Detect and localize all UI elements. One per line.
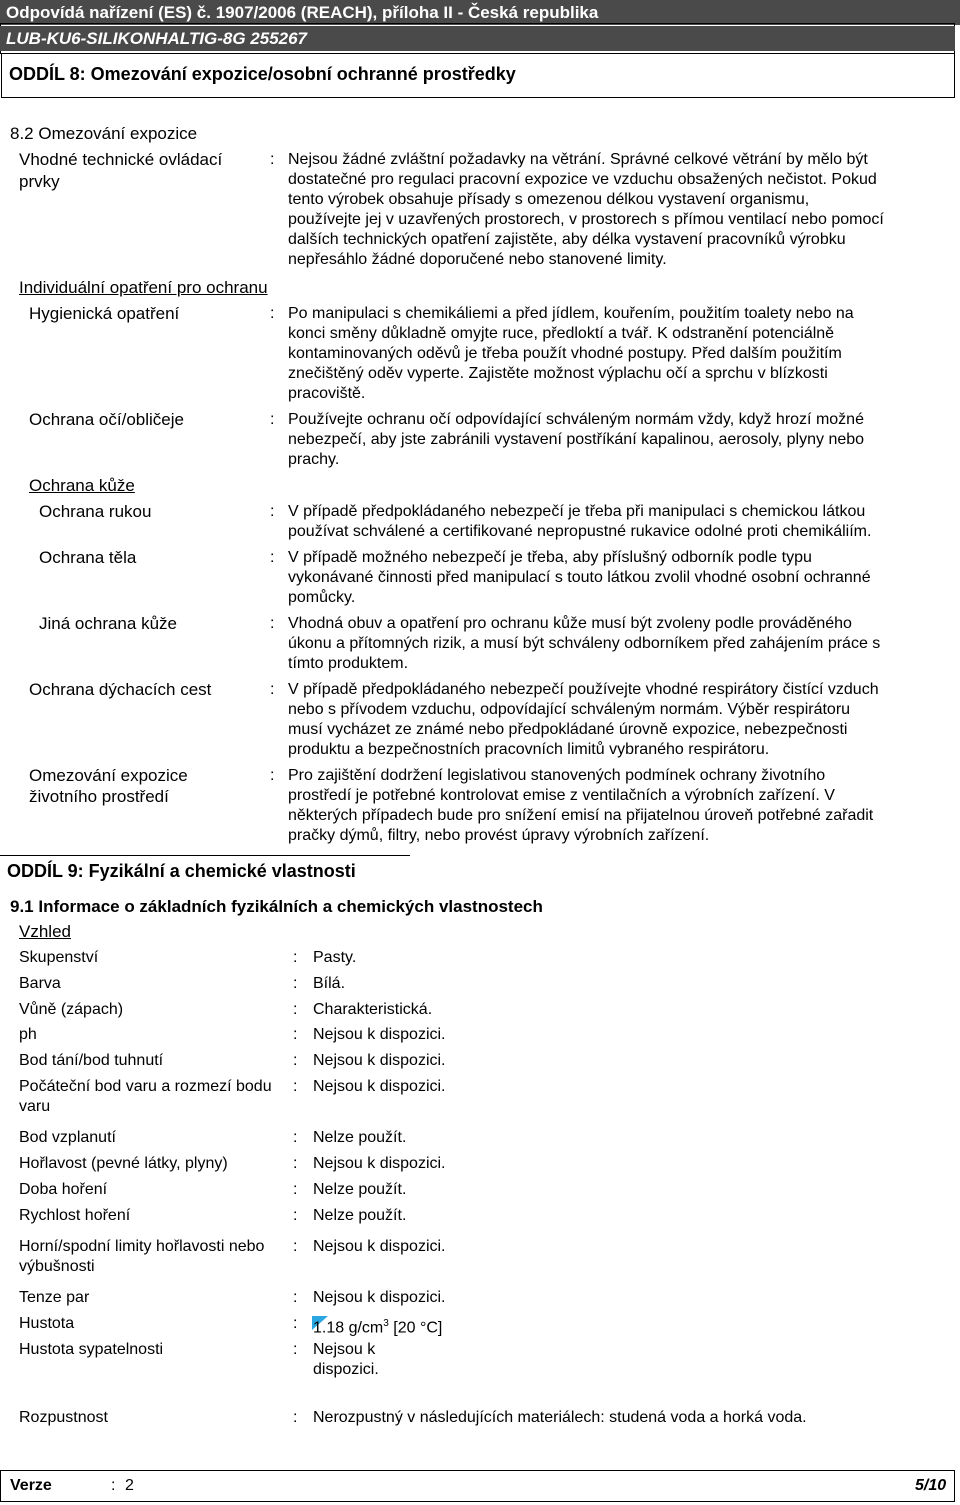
text-line: prostředí je potřebné kontrolovat emise z ventilačních a výrobních zařízení. V bbox=[288, 787, 835, 804]
text-line: používejte jej v uzavřených prostorech, v prostorech s přímou ventilací nebo pomocí bbox=[288, 211, 884, 228]
prop-value-density bbox=[313, 1314, 442, 1338]
colon: : bbox=[270, 549, 275, 566]
colon: : bbox=[270, 151, 275, 168]
prop-value-odor: Charakteristická. bbox=[313, 1001, 433, 1018]
section8-title: ODDÍL 8: Omezování expozice/osobní ochranné prostředky bbox=[9, 64, 516, 84]
colon: : bbox=[293, 1129, 298, 1146]
respiratory-protection-text bbox=[288, 680, 953, 760]
prop-label-solubility: Rozpustnost bbox=[19, 1409, 108, 1426]
prop-label-flammability: Hořlavost (pevné látky, plyny) bbox=[19, 1155, 228, 1172]
text-line: produktu a bezpečnostních pracovních limitů vybraného respirátoru. bbox=[288, 741, 770, 758]
colon: : bbox=[293, 1341, 298, 1358]
text-line: nebo s přívodem vzduchu, odpovídající schváleným normám. Výběr respirátoru bbox=[288, 701, 851, 718]
text-line: Nejsou žádné zvláštní požadavky na větrání. Správné celkové větrání by mělo být bbox=[288, 151, 868, 168]
prop-label-boiling-point: Počáteční bod varu a rozmezí bodu varu bbox=[19, 1078, 272, 1115]
text-line: dalších technických opatření zajistěte, aby délka vystavení pracovníků výrobku bbox=[288, 231, 846, 248]
text-line: V případě předpokládaného nebezpečí je třeba při manipulaci s chemickou látkou bbox=[288, 503, 866, 520]
density-temperature: [20 °C] bbox=[388, 1319, 443, 1337]
text-line: Po manipulaci s chemikáliemi a před jídlem, kouřením, použitím toalety nebo na bbox=[288, 305, 854, 322]
version-label: Verze bbox=[10, 1477, 52, 1494]
regulation-header: Odpovídá nařízení (ES) č. 1907/2006 (REACH), příloha II - Česká republika bbox=[0, 0, 960, 25]
colon: : bbox=[293, 1181, 298, 1198]
env-exposure-label-1: Omezování expozice bbox=[29, 766, 188, 785]
text-line: nepřesáhlo žádné doporučené nebo stanovené limity. bbox=[288, 251, 667, 268]
text-line: musí vycházet ze známé nebo předpokládané úrovně expozice, nebezpečnosti bbox=[288, 721, 848, 738]
prop-value-bulk-density: Nejsou k bbox=[313, 1341, 376, 1358]
other-skin-protection-label: Jiná ochrana kůže bbox=[39, 614, 177, 633]
prop-value-melting-point: Nejsou k dispozici. bbox=[313, 1052, 446, 1069]
prop-label-vapor-pressure: Tenze par bbox=[19, 1289, 90, 1306]
version-value: 2 bbox=[125, 1477, 134, 1494]
prop-label-flash-point: Bod vzplanutí bbox=[19, 1129, 116, 1146]
prop-value-state: Pasty. bbox=[313, 949, 357, 966]
individual-measures-heading: Individuální opatření pro ochranu bbox=[19, 278, 268, 297]
eng-controls-label-1: Vhodné technické ovládací bbox=[19, 150, 223, 169]
density-value: 1.18 g/cm bbox=[313, 1319, 384, 1337]
eng-controls-label-2: prvky bbox=[19, 172, 60, 191]
colon: : bbox=[270, 305, 275, 322]
colon: : bbox=[270, 615, 275, 632]
section9-title-box bbox=[0, 855, 410, 885]
text-line: vykonávané činnosti před manipulací s touto látkou zvolil vhodné osobní ochranné bbox=[288, 569, 871, 586]
prop-value-solubility: Nerozpustný v následujících materiálech: studená voda a horká voda. bbox=[313, 1409, 807, 1426]
hygiene-label: Hygienická opatření bbox=[29, 304, 180, 323]
colon: : bbox=[293, 1289, 298, 1306]
prop-value-explosive-limits: Nejsou k dispozici. bbox=[313, 1238, 446, 1255]
footer bbox=[0, 1470, 955, 1502]
section8-title-box bbox=[1, 53, 955, 98]
text-line: některých případech bude pro snížení emisí na přijatelnou úroveň potřebné zařadit bbox=[288, 807, 874, 824]
colon: : bbox=[293, 1026, 298, 1043]
text-line: znečištěný oděv vyperte. Zajistěte možnost výplachu očí a sprchu v blízkosti bbox=[288, 365, 828, 382]
text-line: V případě předpokládaného nebezpečí používejte vhodné respirátory čistící vzduch bbox=[288, 681, 879, 698]
version-colon: : bbox=[111, 1477, 116, 1494]
colon: : bbox=[293, 1207, 298, 1224]
colon: : bbox=[270, 681, 275, 698]
appearance-heading: Vzhled bbox=[19, 922, 71, 941]
text-line: používat schválené a certifikované nepropustné rukavice odolné proti chemikáliím. bbox=[288, 523, 872, 540]
text-line: pračky dýmů, filtry, nebo provést úpravy výrobních zařízení. bbox=[288, 827, 710, 844]
hygiene-text bbox=[288, 304, 953, 404]
respiratory-protection-label: Ochrana dýchacích cest bbox=[29, 680, 212, 699]
text-line: prachy. bbox=[288, 451, 340, 468]
colon: : bbox=[293, 1315, 298, 1332]
text-line: Používejte ochranu očí odpovídající schváleným normám vždy, když hrozí možné bbox=[288, 411, 864, 428]
text-line: pracoviště. bbox=[288, 385, 366, 402]
prop-label-ph: ph bbox=[19, 1026, 37, 1043]
text-line: tento výrobek obsahuje přísady s omezenou délkou vystavení organismu, bbox=[288, 191, 810, 208]
colon: : bbox=[270, 767, 275, 784]
text-line: konci směny důkladně omyjte ruce, předloktí a tvář. K odstranění potenciálně bbox=[288, 325, 835, 342]
env-exposure-label-2: životního prostředí bbox=[29, 787, 169, 806]
colon: : bbox=[293, 1078, 298, 1095]
prop-label-odor: Vůně (zápach) bbox=[19, 1001, 124, 1018]
text-line: tímto produktem. bbox=[288, 655, 409, 672]
skin-protection-heading: Ochrana kůže bbox=[29, 476, 135, 495]
prop-label-burning-time: Doba hoření bbox=[19, 1181, 108, 1198]
prop-value-color: Bílá. bbox=[313, 975, 346, 992]
prop-value-boiling-point: Nejsou k dispozici. bbox=[313, 1078, 446, 1095]
prop-label-color: Barva bbox=[19, 975, 61, 992]
prop-label-explosive-limits: Horní/spodní limity hořlavosti nebo výbušnosti bbox=[19, 1238, 265, 1275]
prop-label-burning-rate: Rychlost hoření bbox=[19, 1207, 131, 1224]
eye-protection-text bbox=[288, 410, 953, 470]
text-line: Vhodná obuv a opatření pro ochranu kůže musí být zvoleny podle prováděného bbox=[288, 615, 852, 632]
page-number: 5/10 bbox=[915, 1477, 947, 1494]
hand-protection-label: Ochrana rukou bbox=[39, 502, 152, 521]
colon: : bbox=[293, 1052, 298, 1069]
prop-label-melting-point: Bod tání/bod tuhnutí bbox=[19, 1052, 164, 1069]
eye-protection-label: Ochrana očí/obličeje bbox=[29, 410, 184, 429]
product-name: LUB-KU6-SILIKONHALTIG-8G 255267 bbox=[0, 26, 955, 51]
text-line: V případě možného nebezpečí je třeba, aby příslušný odborník podle typu bbox=[288, 549, 812, 566]
colon: : bbox=[270, 503, 275, 520]
text-line: pomůcky. bbox=[288, 589, 356, 606]
colon: : bbox=[293, 975, 298, 992]
colon: : bbox=[293, 1155, 298, 1172]
prop-value-burning-rate: Nelze použít. bbox=[313, 1207, 407, 1224]
other-skin-protection-text bbox=[288, 614, 953, 674]
colon: : bbox=[270, 411, 275, 428]
prop-value-flammability: Nejsou k dispozici. bbox=[313, 1155, 446, 1172]
body-protection-text bbox=[288, 548, 953, 608]
body-protection-label: Ochrana těla bbox=[39, 548, 137, 567]
section9-subtitle: 9.1 Informace o základních fyzikálních a chemických vlastnostech bbox=[10, 897, 543, 916]
text-line: kontaminovaných oděvů je třeba použít vhodné postupy. Před dalším použitím bbox=[288, 345, 842, 362]
text-line: úkonu a přítomných rizik, a musí být schváleny odborníkem před zahájením práce s bbox=[288, 635, 881, 652]
prop-value-ph: Nejsou k dispozici. bbox=[313, 1026, 446, 1043]
env-exposure-text bbox=[288, 766, 953, 846]
section9-title: ODDÍL 9: Fyzikální a chemické vlastnosti bbox=[7, 861, 356, 881]
prop-value-flash-point: Nelze použít. bbox=[313, 1129, 407, 1146]
hand-protection-text bbox=[288, 502, 953, 542]
colon: : bbox=[293, 1001, 298, 1018]
density-exponent: 3 bbox=[383, 1318, 389, 1329]
prop-value-bulk-density-line2: dispozici. bbox=[313, 1361, 379, 1378]
text-line: nebezpečí, aby jste zabránili vystavení postříkání kapalinou, aerosoly, plyny nebo bbox=[288, 431, 865, 448]
text-line: Pro zajištění dodržení legislativou stanovených podmínek ochrany životního bbox=[288, 767, 826, 784]
prop-label-bulk-density: Hustota sypatelnosti bbox=[19, 1341, 164, 1358]
colon: : bbox=[293, 1409, 298, 1426]
prop-value-vapor-pressure: Nejsou k dispozici. bbox=[313, 1289, 446, 1306]
text-line: dostatečné pro regulaci pracovní expozice ve vzduchu obsažených nečistot. Pokud bbox=[288, 171, 877, 188]
prop-value-burning-time: Nelze použít. bbox=[313, 1181, 407, 1198]
prop-label-state: Skupenství bbox=[19, 949, 99, 966]
prop-label-density: Hustota bbox=[19, 1315, 75, 1332]
eng-controls-text bbox=[288, 150, 953, 270]
section8-subtitle: 8.2 Omezování expozice bbox=[10, 124, 198, 143]
colon: : bbox=[293, 949, 298, 966]
colon: : bbox=[293, 1238, 298, 1255]
